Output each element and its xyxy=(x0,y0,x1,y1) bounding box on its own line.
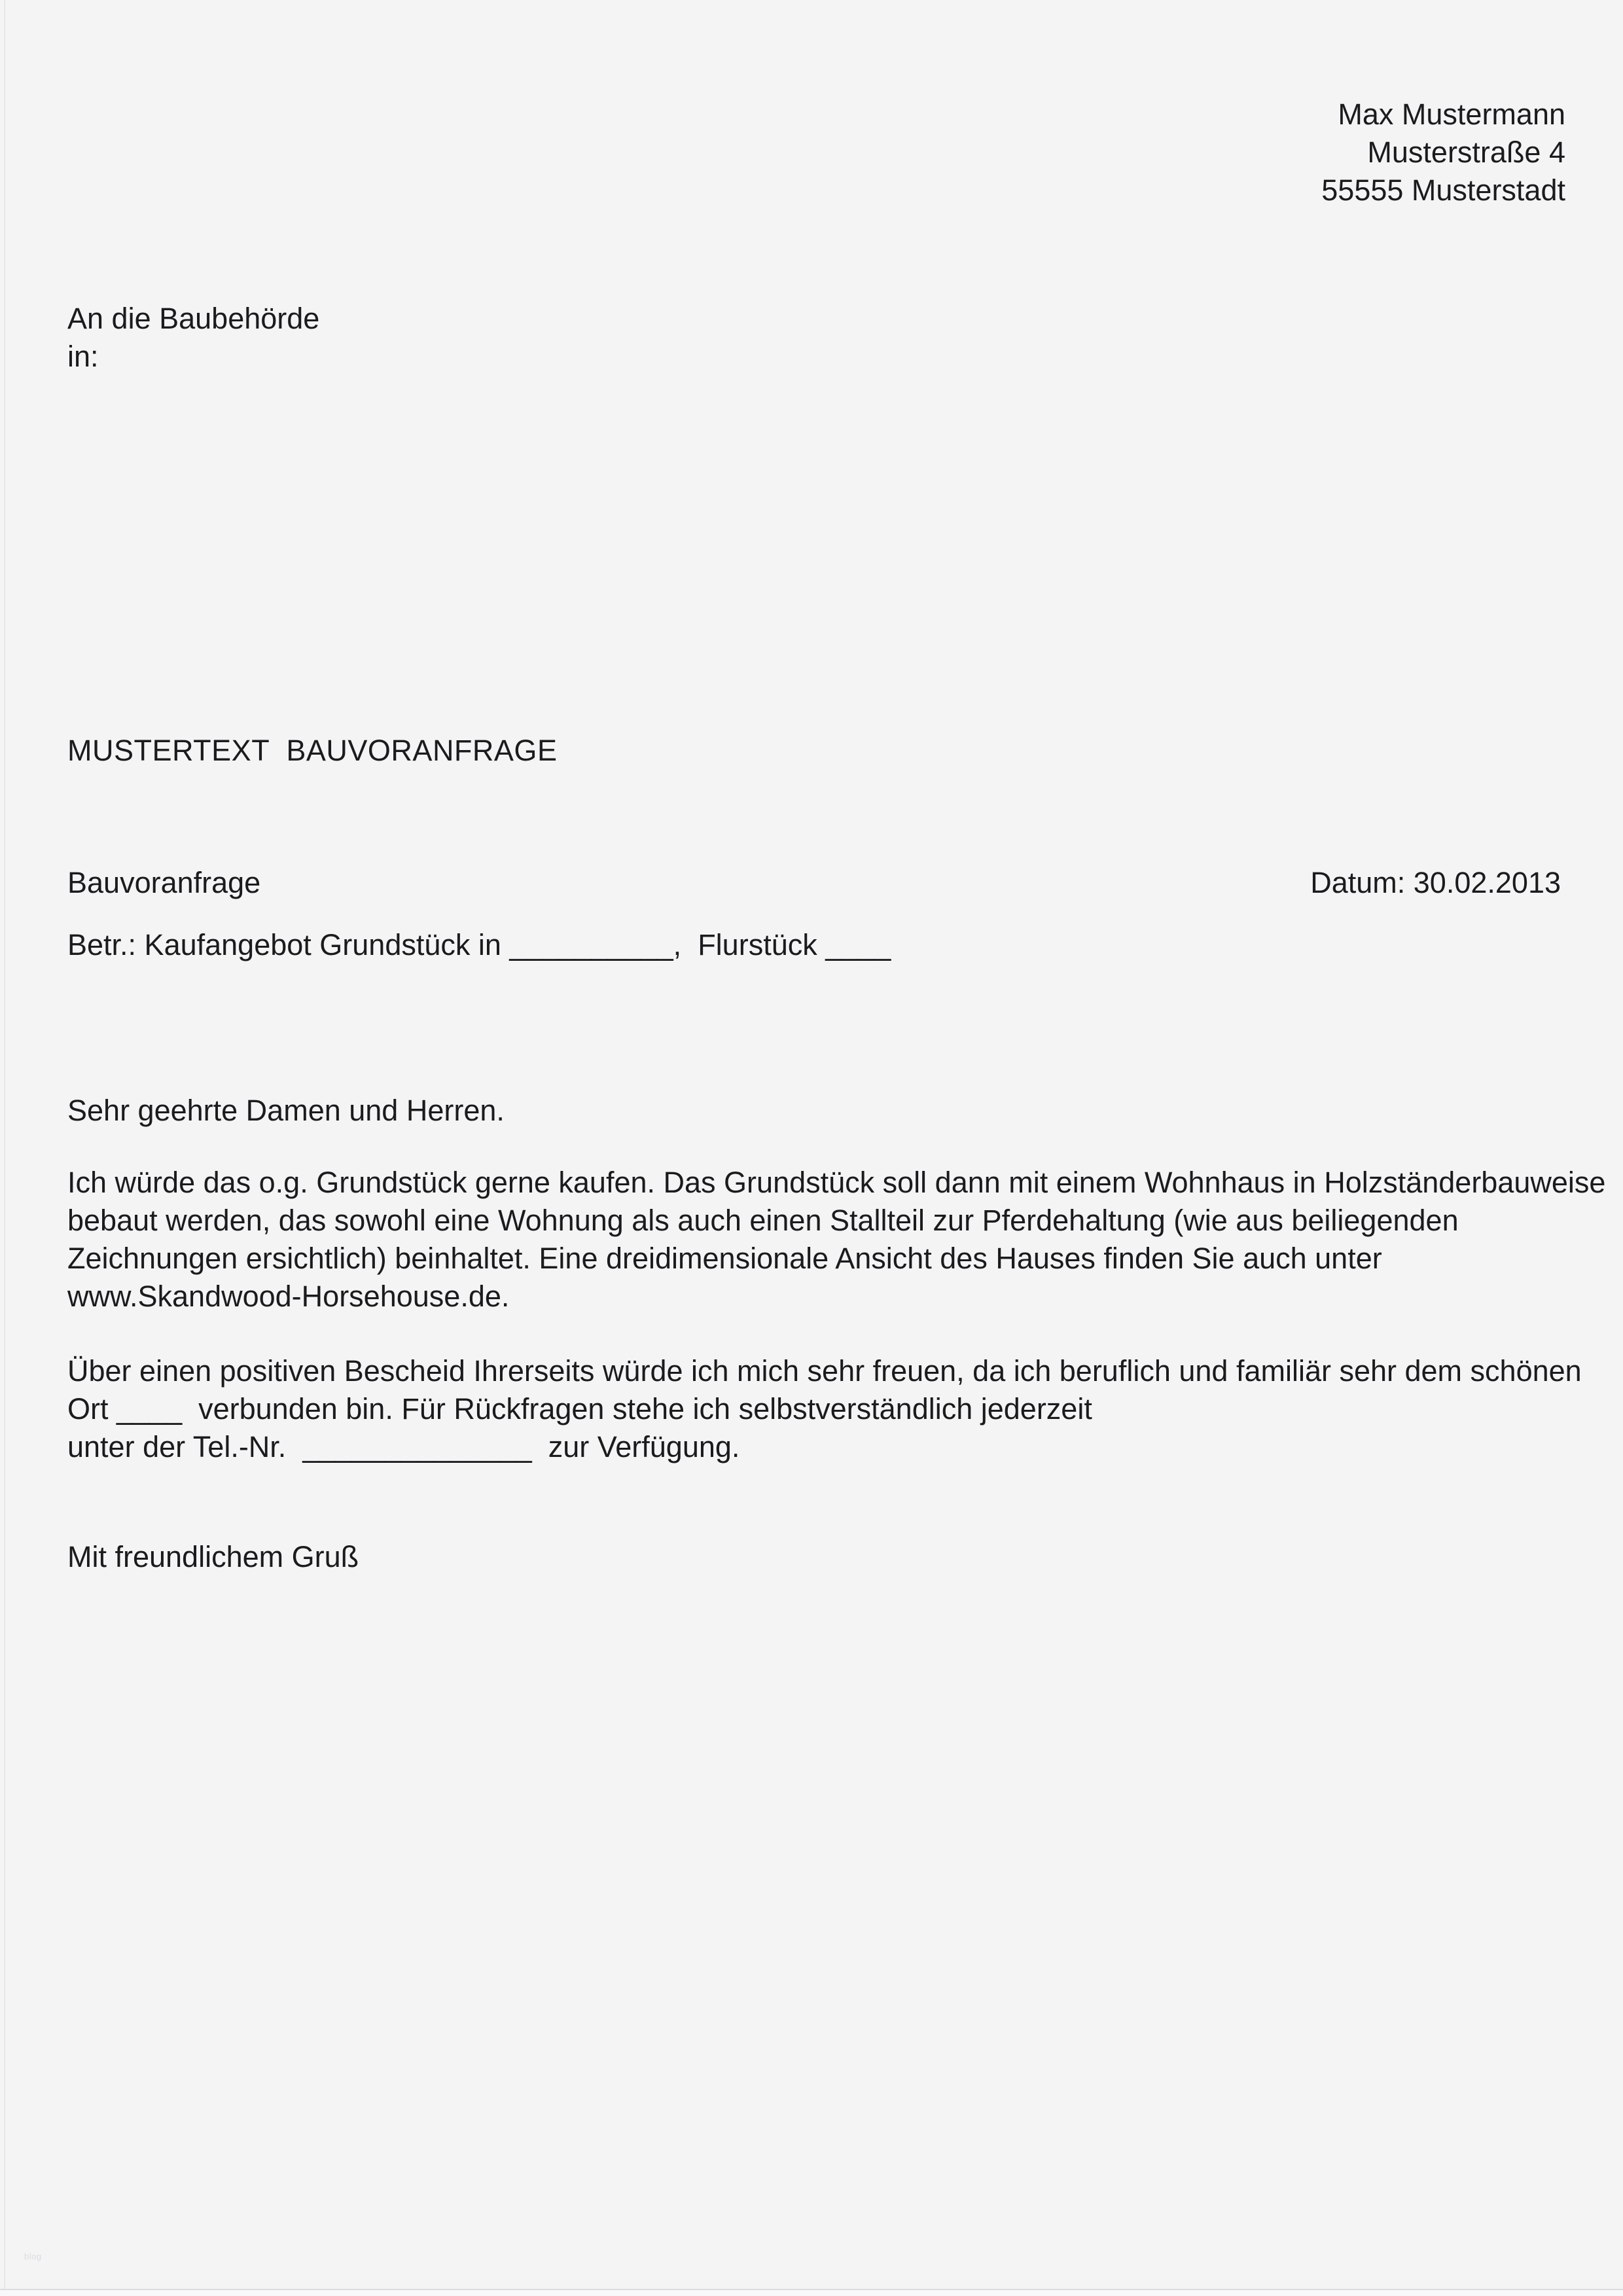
body-line: bebaut werden, das sowohl eine Wohnung als auch einen Stallteil zur Pferdehaltung (wie aus beiliegenden xyxy=(67,1204,1459,1237)
sender-city: 55555 Musterstadt xyxy=(1321,173,1565,207)
salutation: Sehr geehrte Damen und Herren. xyxy=(67,1094,505,1127)
body-line: unter der Tel.-Nr. ______________ zur Verfügung. xyxy=(67,1430,740,1463)
body-paragraph-2 xyxy=(67,1352,1582,1466)
body-line: Ort ____ verbunden bin. Für Rückfragen stehe ich selbstverständlich jederzeit xyxy=(67,1392,1092,1426)
body-line: www.Skandwood-Horsehouse.de. xyxy=(67,1280,510,1313)
subject-line: Betr.: Kaufangebot Grundstück in __________, Flurstück ____ xyxy=(67,928,891,961)
body-line: Über einen positiven Bescheid Ihrerseits würde ich mich sehr freuen, da ich beruflich und familiär sehr dem schönen xyxy=(67,1354,1582,1388)
recipient-address-block xyxy=(67,300,319,376)
date-label: Datum: 30.02.2013 xyxy=(1310,866,1561,899)
watermark-text: blog xyxy=(24,2251,42,2261)
page-left-edge xyxy=(4,0,5,2296)
sender-street: Musterstraße 4 xyxy=(1367,135,1565,169)
reference-row xyxy=(67,864,1561,902)
page-bottom-strip xyxy=(0,2290,1623,2296)
closing-greeting: Mit freundlichem Gruß xyxy=(67,1540,359,1573)
letter-title: MUSTERTEXT BAUVORANFRAGE xyxy=(67,734,558,767)
recipient-line-2: in: xyxy=(67,340,99,373)
sender-name: Max Mustermann xyxy=(1338,98,1565,131)
recipient-line-1: An die Baubehörde xyxy=(67,302,320,335)
body-line: Ich würde das o.g. Grundstück gerne kaufen. Das Grundstück soll dann mit einem Wohnhaus in Holzständerbauweise xyxy=(67,1166,1606,1199)
body-paragraph-1 xyxy=(67,1164,1605,1316)
body-line: Zeichnungen ersichtlich) beinhaltet. Eine dreidimensionale Ansicht des Hauses finden Sie auch unter xyxy=(67,1242,1382,1275)
reference-label: Bauvoranfrage xyxy=(67,866,261,899)
sender-address-block xyxy=(1321,96,1565,209)
